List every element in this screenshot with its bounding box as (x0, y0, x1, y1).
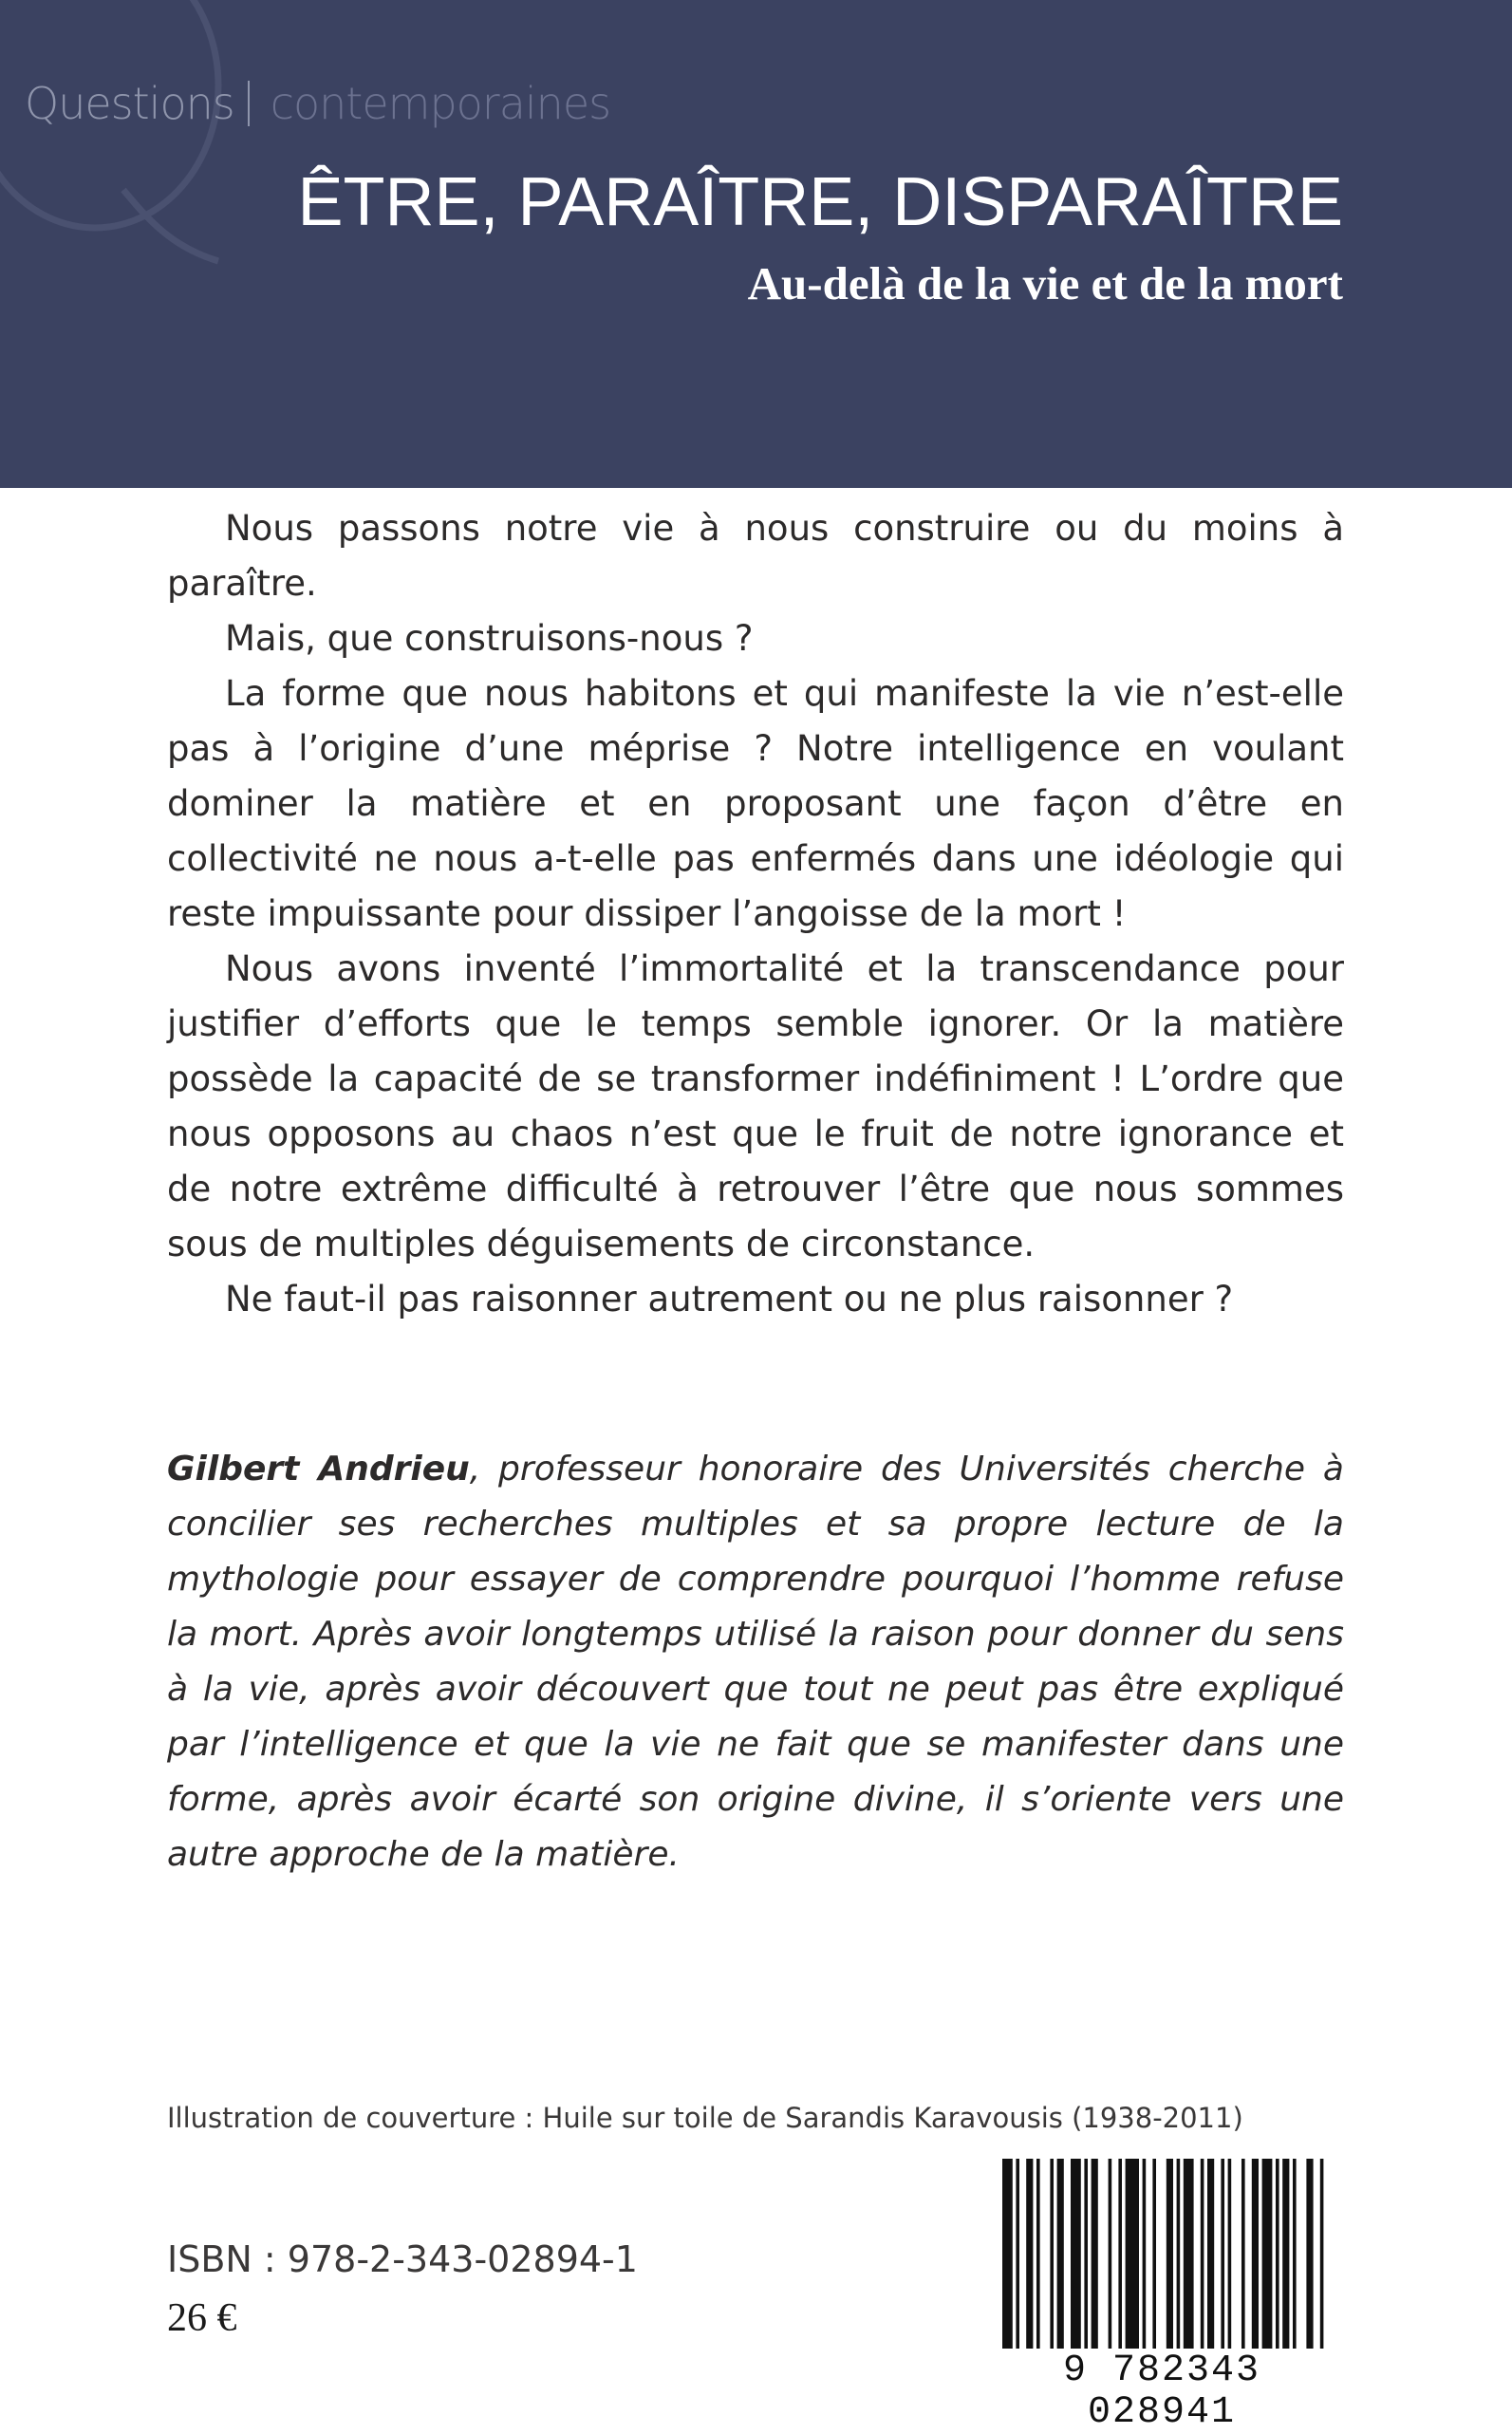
blurb-paragraph: Mais, que construisons-nous ? (225, 618, 754, 659)
book-title: ÊTRE, PARAÎTRE, DISPARAÎTRE (297, 164, 1343, 240)
series-word-questions: Questions (25, 78, 234, 129)
book-subtitle: Au-delà de la vie et de la mort (747, 257, 1343, 309)
back-cover-blurb (167, 501, 1344, 1327)
blurb-paragraph: Ne faut-il pas raisonner autrement ou ne plus raisonner ? (225, 1279, 1234, 1320)
isbn: ISBN : 978-2-343-02894-1 (167, 2238, 638, 2280)
blurb-paragraph: Nous avons inventé l’immortalité et la transcendance pour justifier d’efforts que le temps semble ignorer. Or la matière possède la capacité de se transformer indéfiniment ! L’ordre que nous opposons au chaos n’est que le fruit de notre ignorance et de notre extrême difficulté à retrouver l’être que nous sommes sous de multiples déguisements de circonstance. (167, 948, 1344, 1264)
cover-header-band (0, 0, 1512, 488)
author-name: Gilbert Andrieu (167, 1450, 470, 1488)
blurb-paragraph: La forme que nous habitons et qui manifeste la vie n’est-elle pas à l’origine d’une méprise ? Notre intelligence en voulant dominer la matière et en proposant une façon d’être en collectivité ne nous a-t-elle pas enfermés dans une idéologie qui reste impuissante pour dissiper l’angoisse de la mort ! (167, 673, 1344, 934)
barcode-number: 9 782343 028941 (989, 2350, 1335, 2434)
illustration-credit: Illustration de couverture : Huile sur toile de Sarandis Karavousis (1938-2011) (167, 2102, 1243, 2134)
barcode (989, 2151, 1335, 2434)
series-divider (248, 81, 250, 126)
author-bio-text: , professeur honoraire des Universités cherche à concilier ses recherches multiples et sa propre lecture de la mythologie pour essayer de comprendre pourquoi l’homme refuse la mort. Après avoir longtemps utilisé la raison pour donner du sens à la vie, après avoir découvert que tout ne peut pas être expliqué par l’intelligence et que la vie ne fait que se manifester dans une forme, après avoir écarté son origine divine, il s’oriente vers une autre approche de la matière. (167, 1450, 1344, 1874)
series-q-logo-icon (0, 0, 266, 294)
series-name (25, 78, 610, 129)
price: 26 € (167, 2296, 237, 2340)
series-word-contemporaines: contemporaines (270, 78, 611, 129)
blurb-paragraph: Nous passons notre vie à nous construire ou du moins à paraître. (167, 508, 1344, 604)
author-bio (167, 1442, 1344, 1882)
